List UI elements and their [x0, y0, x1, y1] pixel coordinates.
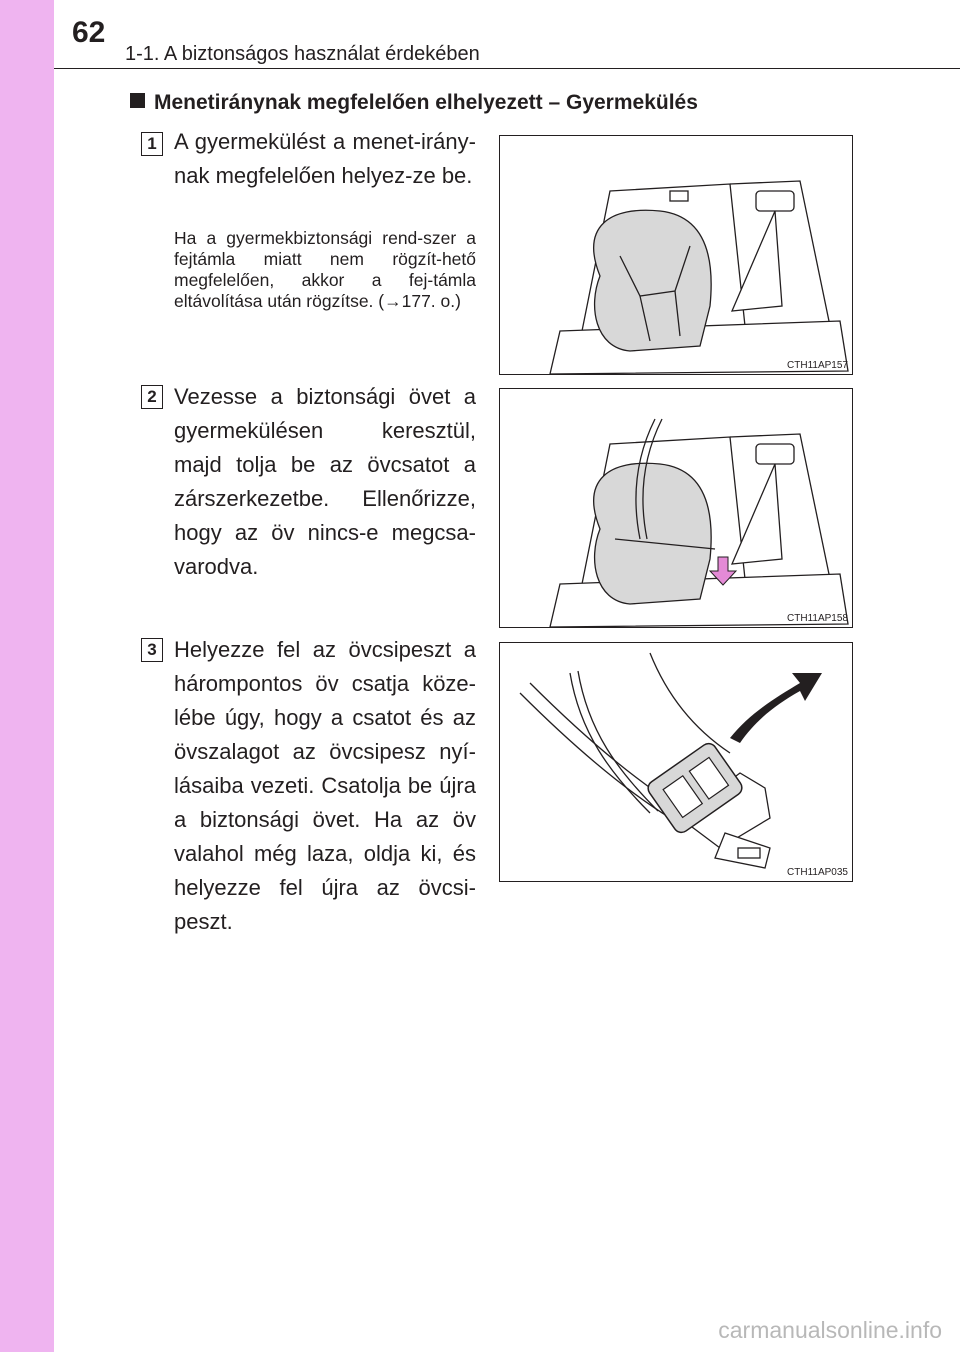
figure-code: CTH11AP158 — [787, 613, 848, 624]
sidebar-tab — [0, 0, 54, 1352]
section-title: Menetiránynak megfelelően elhelyezett – Gyermekülés — [154, 91, 698, 114]
figure-code: CTH11AP157 — [787, 360, 848, 371]
square-bullet-icon — [130, 93, 145, 108]
chapter-title: 1-1. A biztonságos használat érdekében — [125, 43, 480, 65]
belt-routing-illustration — [500, 389, 852, 627]
figure-code: CTH11AP035 — [787, 867, 848, 878]
figure-belt-routing — [499, 388, 853, 628]
page-number: 62 — [72, 16, 106, 49]
step-2-text: Vezesse a biztonsági övet a gyermekülésen keresztül, majd tolja be az övcsatot a zárszerkezetbe. Ellenőrizze, hogy az öv nincs-e megcsa-varodva. — [174, 384, 476, 579]
step-number-1: 1 — [141, 132, 163, 156]
figure-locking-clip — [499, 642, 853, 882]
step-number-3: 3 — [141, 638, 163, 662]
section-heading — [130, 91, 698, 115]
locking-clip-illustration — [500, 643, 852, 881]
step-3-text: Helyezze fel az övcsipeszt a hárompontos öv csatja köze-lébe úgy, hogy a csatot és az övszalagot az övcsipesz nyí-lásaiba vezeti. Csatolja be újra a biztonsági övet. Ha az öv valahol még laza, oldja ki, és helyezze fel újra az övcsi-peszt. — [174, 637, 476, 934]
child-seat-illustration — [500, 136, 852, 374]
step-1-text: A gyermekülést a menet-iránynak megfelelően helyez-ze be. — [174, 129, 476, 188]
header-rule — [54, 68, 960, 69]
step-1-note: Ha a gyermekbiztonsági rend-szer a fejtámla miatt nem rögzít-hető megfelelően, akkor a fej-támla eltávolítása után rögzítse. (→177. o.) — [174, 228, 476, 311]
watermark: carmanualsonline.info — [718, 1317, 942, 1343]
step-number-2: 2 — [141, 385, 163, 409]
figure-child-seat-placed — [499, 135, 853, 375]
